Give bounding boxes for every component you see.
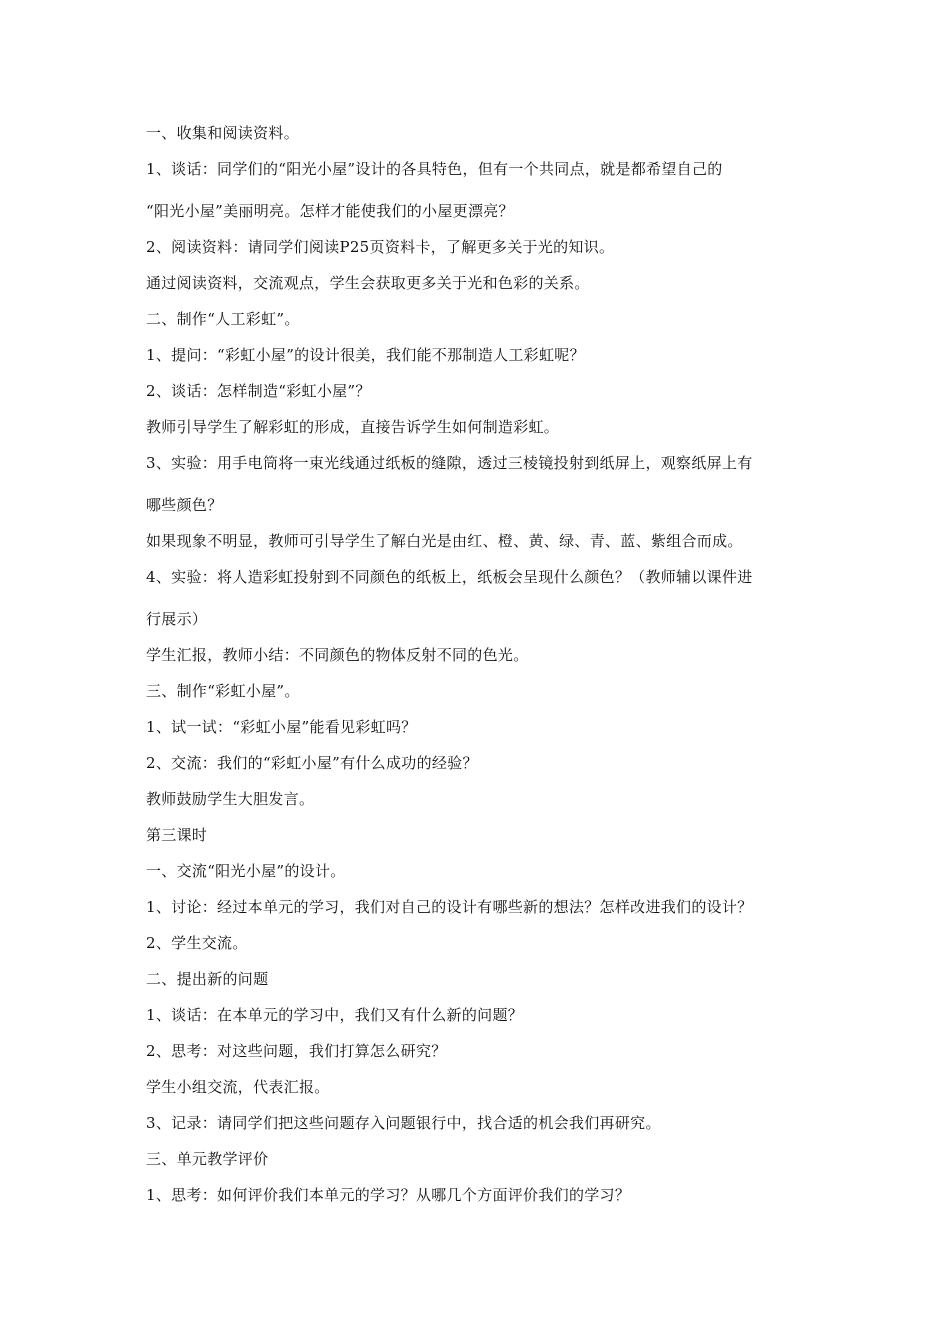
paragraph-line: 3、实验：用手电筒将一束光线通过纸板的缝隙，透过三棱镜投射到纸屏上，观察纸屏上有	[146, 454, 753, 472]
paragraph-line: 2、谈话：怎样制造“彩虹小屋”？	[146, 382, 371, 400]
paragraph-line: 行展示）	[146, 610, 208, 628]
paragraph-line: 哪些颜色？	[146, 496, 223, 514]
paragraph-line: 2、交流：我们的“彩虹小屋”有什么成功的经验？	[146, 754, 478, 772]
paragraph-line: 教师鼓励学生大胆发言。	[146, 790, 315, 808]
paragraph-line: 学生汇报，教师小结：不同颜色的物体反射不同的色光。	[146, 646, 529, 664]
section-heading: 三、制作“彩虹小屋”。	[146, 682, 300, 700]
paragraph-line: 1、谈话：在本单元的学习中，我们又有什么新的问题？	[146, 1006, 524, 1024]
section-heading: 二、制作“人工彩虹”。	[146, 310, 300, 328]
paragraph-line: 1、讨论：经过本单元的学习，我们对自己的设计有哪些新的想法？怎样改进我们的设计？	[146, 898, 753, 916]
paragraph-line: 2、阅读资料：请同学们阅读P25页资料卡，了解更多关于光的知识。	[146, 238, 615, 256]
section-heading: 三、单元教学评价	[146, 1150, 269, 1168]
lesson-heading: 第三课时	[146, 826, 208, 844]
paragraph-line: 1、提问：“彩虹小屋”的设计很美，我们能不那制造人工彩虹呢？	[146, 346, 585, 364]
paragraph-line: 3、记录：请同学们把这些问题存入问题银行中，找合适的机会我们再研究。	[146, 1114, 661, 1132]
paragraph-line: 1、谈话：同学们的“阳光小屋”设计的各具特色，但有一个共同点，就是都希望自己的	[146, 160, 723, 178]
paragraph-line: 通过阅读资料，交流观点，学生会获取更多关于光和色彩的关系。	[146, 274, 590, 292]
document-body	[146, 124, 816, 1222]
paragraph-line: 教师引导学生了解彩虹的形成，直接告诉学生如何制造彩虹。	[146, 418, 560, 436]
paragraph-line: 学生小组交流，代表汇报。	[146, 1078, 330, 1096]
paragraph-line: “阳光小屋”美丽明亮。怎样才能使我们的小屋更漂亮？	[146, 202, 514, 220]
paragraph-line: 4、实验：将人造彩虹投射到不同颜色的纸板上，纸板会呈现什么颜色？（教师辅以课件进	[146, 568, 753, 586]
paragraph-line: 2、学生交流。	[146, 934, 248, 952]
paragraph-line: 1、试一试：“彩虹小屋”能看见彩虹吗？	[146, 718, 417, 736]
paragraph-line: 如果现象不明显，教师可引导学生了解白光是由红、橙、黄、绿、青、蓝、紫组合而成。	[146, 532, 743, 550]
section-heading: 二、提出新的问题	[146, 970, 269, 988]
section-heading: 一、交流“阳光小屋”的设计。	[146, 862, 346, 880]
paragraph-line: 1、思考：如何评价我们本单元的学习？从哪几个方面评价我们的学习？	[146, 1186, 631, 1204]
paragraph-line: 2、思考：对这些问题，我们打算怎么研究？	[146, 1042, 447, 1060]
section-heading: 一、收集和阅读资料。	[146, 124, 300, 142]
